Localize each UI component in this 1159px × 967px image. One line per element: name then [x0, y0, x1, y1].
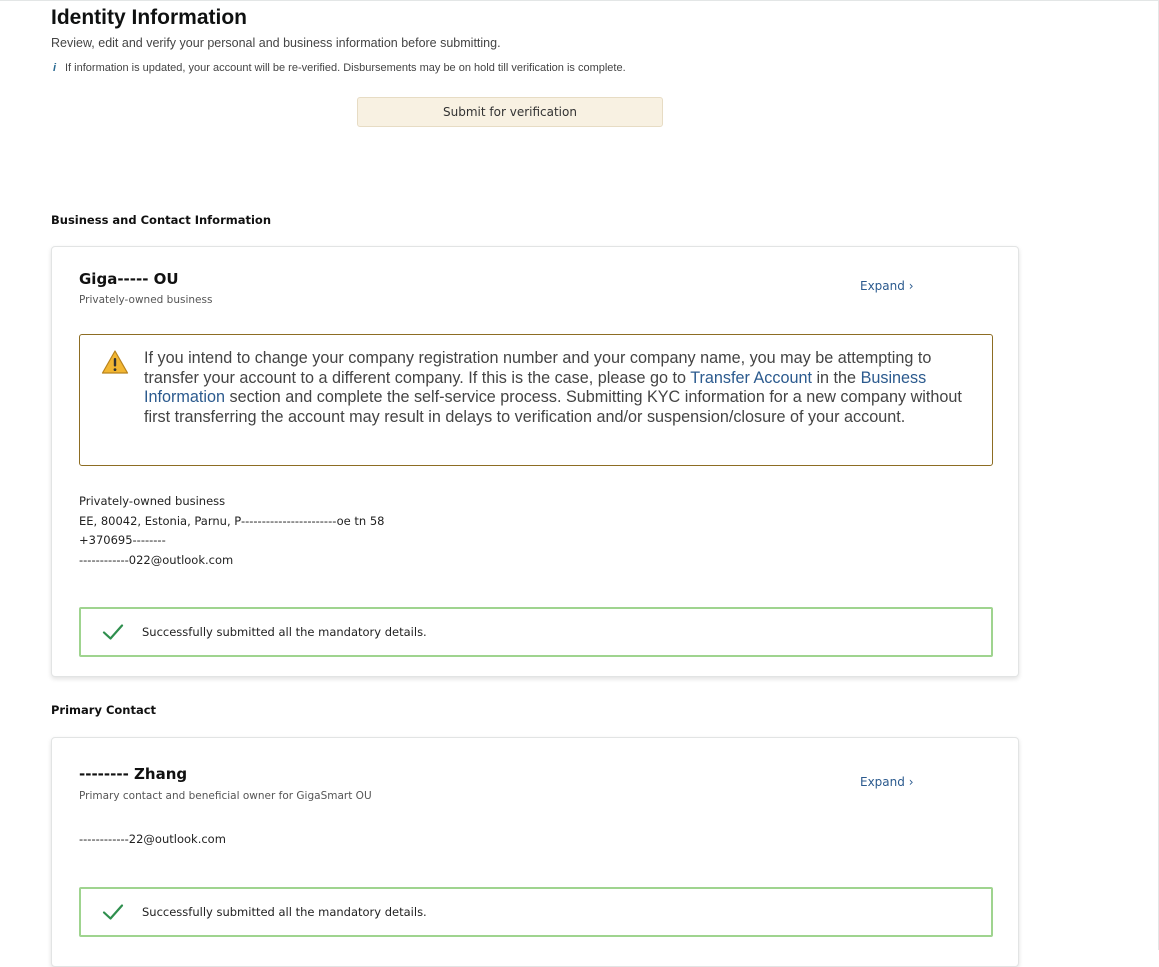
warning-icon [101, 349, 129, 375]
business-type: Privately-owned business [79, 294, 213, 306]
info-icon: i [53, 62, 57, 74]
contact-details [79, 830, 226, 850]
primary-contact-card [51, 737, 1019, 967]
contact-email: ------------22@outlook.com [79, 832, 226, 846]
business-address: EE, 80042, Estonia, Parnu, P-----------------------oe tn 58 [79, 513, 385, 528]
business-type-line: Privately-owned business [79, 494, 226, 508]
business-success-text: Successfully submitted all the mandatory details. [142, 625, 427, 639]
page-subtitle: Review, edit and verify your personal and business information before submitting. [51, 36, 501, 50]
warning-text: If you intend to change your company registration number and your company name, you may be attempting to transfer your account to a different company. If this is the case, please go to Transfer Account in the Business Information section and complete the self-service process. Submitting KYC information for a new company without first transferring the account may result in delays to verification and/or suspension/closure of your account. [144, 349, 962, 426]
contact-role: Primary contact and beneficial owner for GigaSmart OU [79, 790, 372, 802]
business-information-link[interactable]: Business Information [144, 368, 927, 407]
contact-expand-link[interactable]: Expand › [860, 775, 914, 789]
submit-for-verification-button[interactable]: Submit for verification [357, 97, 663, 127]
business-success-box [79, 607, 993, 657]
checkmark-icon [102, 903, 124, 921]
transfer-account-link[interactable]: Transfer Account [690, 368, 812, 387]
notice-text: If information is updated, your account will be re-verified. Disbursements may be on hold till verification is complete. [65, 62, 626, 74]
page-title: Identity Information [51, 6, 247, 29]
business-expand-link[interactable]: Expand › [860, 279, 914, 293]
business-name: Giga----- OU [79, 270, 179, 288]
business-section-heading: Business and Contact Information [51, 213, 272, 227]
business-phone: +370695-------- [79, 533, 166, 548]
business-card [51, 246, 1019, 677]
reverification-notice [53, 62, 626, 74]
contact-success-text: Successfully submitted all the mandatory details. [142, 905, 427, 919]
checkmark-icon [102, 623, 124, 641]
business-email: ------------022@outlook.com [79, 552, 234, 567]
contact-success-box [79, 887, 993, 937]
primary-contact-heading: Primary Contact [51, 703, 157, 717]
contact-name: -------- Zhang [79, 765, 188, 783]
business-details [79, 492, 384, 570]
transfer-warning [79, 334, 993, 466]
